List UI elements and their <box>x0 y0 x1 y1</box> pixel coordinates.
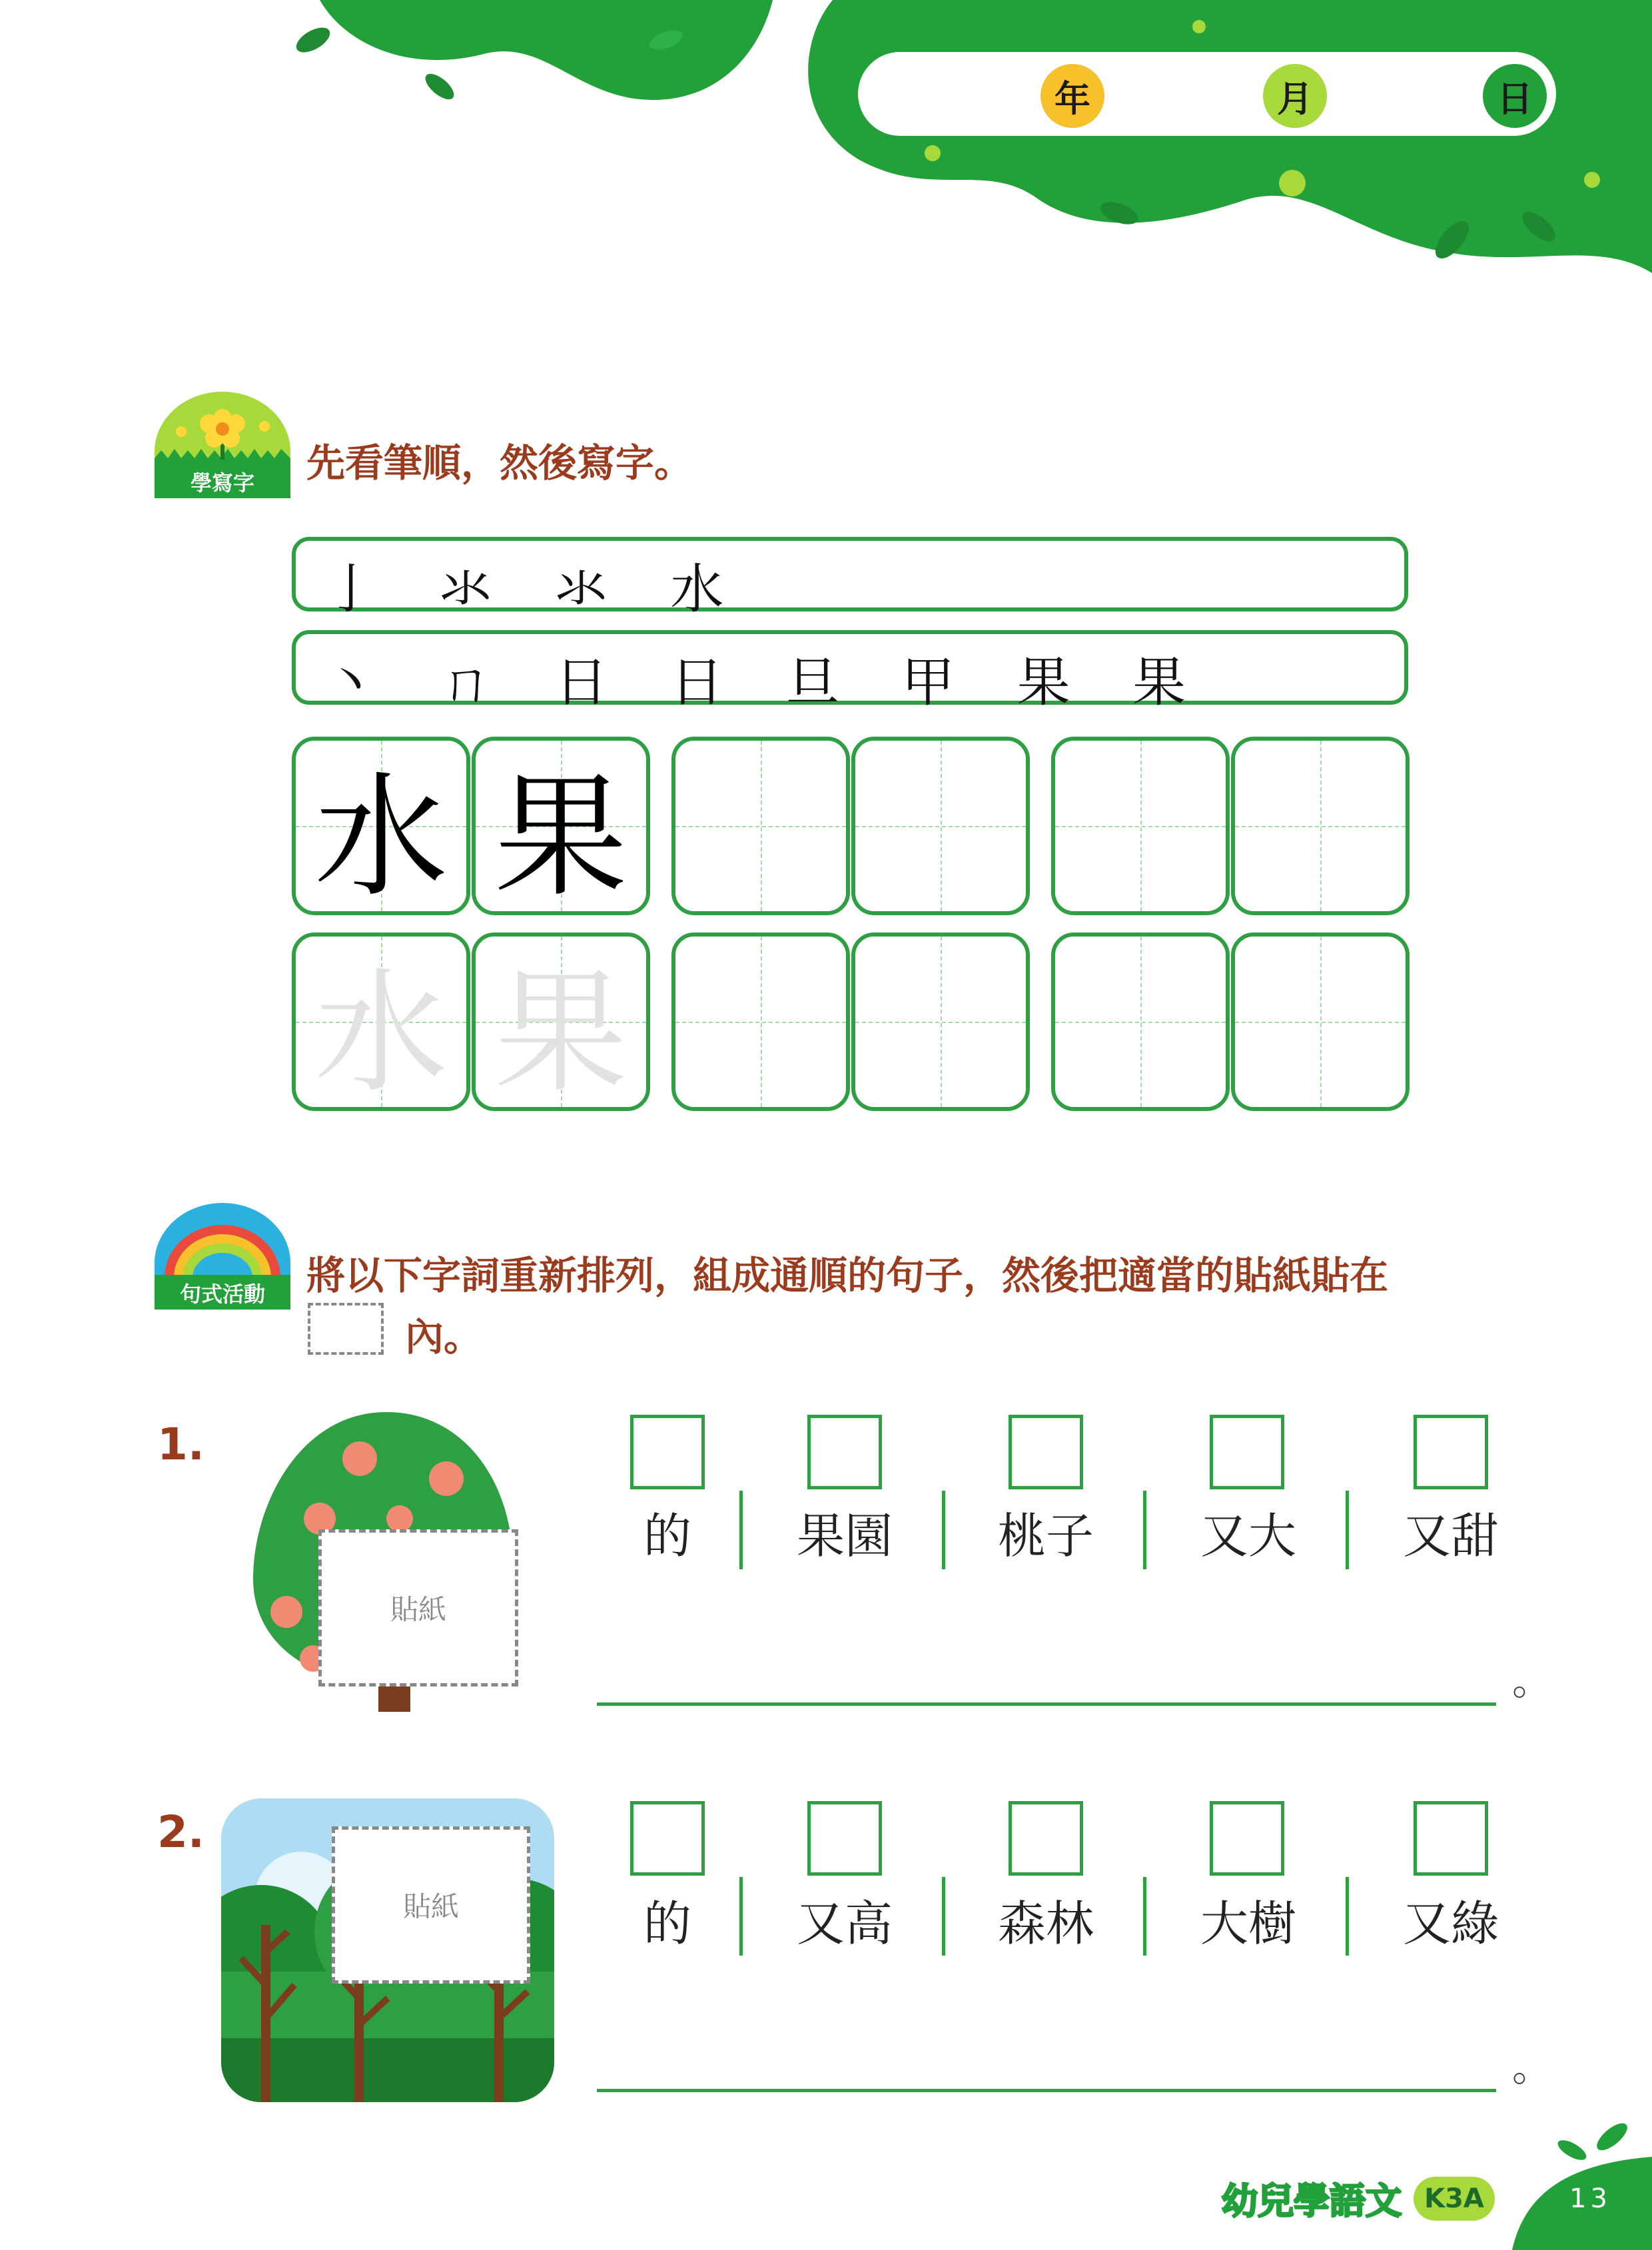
sentence-end-mark: 。 <box>1512 1658 1552 1704</box>
leaf-decoration-top-right <box>786 0 1652 280</box>
writing-cell[interactable] <box>851 737 1030 915</box>
word-separator <box>739 1491 743 1569</box>
date-bar <box>858 52 1556 136</box>
writing-cell[interactable] <box>1231 737 1410 915</box>
book-title-logo: 幼兒學語文 <box>1222 2180 1402 2222</box>
writing-cell[interactable] <box>671 737 850 915</box>
answer-line[interactable] <box>597 2089 1496 2092</box>
writing-cell[interactable] <box>851 933 1030 1111</box>
word-order-box[interactable] <box>630 1415 705 1489</box>
word-separator <box>1143 1877 1146 1956</box>
sticker-slot[interactable]: 貼紙 <box>318 1529 518 1687</box>
word-order-box[interactable] <box>1009 1415 1083 1489</box>
word-order-box[interactable] <box>1414 1415 1488 1489</box>
writing-cell[interactable] <box>1231 933 1410 1111</box>
word-card: 又高 <box>796 1896 893 1952</box>
stroke-order-row-shui: 亅 氺 氺 水 <box>292 537 1408 611</box>
writing-cell[interactable] <box>1051 933 1230 1111</box>
word-separator <box>739 1877 743 1956</box>
word-order-box[interactable] <box>1414 1801 1488 1876</box>
sentence-instruction-line2: 內。 <box>405 1314 483 1359</box>
word-separator <box>1143 1491 1146 1569</box>
word-order-box[interactable] <box>1210 1415 1284 1489</box>
word-card: 的 <box>643 1896 691 1952</box>
word-order-box[interactable] <box>630 1801 705 1876</box>
word-separator <box>942 1491 945 1569</box>
writing-cell[interactable] <box>1051 737 1230 915</box>
sentence-instruction-line1: 將以下字詞重新排列，組成通順的句子，然後把適當的貼紙貼在 <box>306 1253 1389 1298</box>
word-card: 又綠 <box>1402 1896 1499 1952</box>
date-year-label: 年 <box>1040 64 1104 128</box>
level-badge: K3A <box>1414 2177 1495 2221</box>
stroke-order-row-guo: 丶 ㄇ 日 日 旦 甲 果 果 <box>292 630 1408 705</box>
sentence-end-mark: 。 <box>1512 2044 1552 2091</box>
trace-character-cell[interactable]: 果 <box>472 933 650 1111</box>
word-separator <box>1346 1877 1349 1956</box>
answer-line[interactable] <box>597 1702 1496 1706</box>
model-character-cell: 果 <box>472 737 650 915</box>
leaf-decoration-top-left <box>266 0 773 120</box>
word-card: 大樹 <box>1200 1896 1296 1952</box>
model-character-cell: 水 <box>292 737 470 915</box>
writing-instruction: 先看筆順，然後寫字。 <box>306 440 693 486</box>
date-month-label: 月 <box>1263 64 1327 128</box>
page-number: 13 <box>1569 2183 1611 2214</box>
sticker-slot[interactable]: 貼紙 <box>332 1826 530 1984</box>
word-order-box[interactable] <box>807 1415 882 1489</box>
word-card: 又甜 <box>1402 1508 1499 1564</box>
section-badge-label-writing: 學寫字 <box>190 470 254 496</box>
trace-character-cell[interactable]: 水 <box>292 933 470 1111</box>
word-order-box[interactable] <box>807 1801 882 1876</box>
word-card: 果園 <box>796 1508 893 1564</box>
word-card: 桃子 <box>997 1508 1094 1564</box>
word-separator <box>1346 1491 1349 1569</box>
question-number: 2. <box>157 1806 205 1858</box>
date-day-label: 日 <box>1483 64 1547 128</box>
question-number: 1. <box>157 1419 205 1470</box>
writing-cell[interactable] <box>671 933 850 1111</box>
word-order-box[interactable] <box>1210 1801 1284 1876</box>
leaf-decoration-bottom-right <box>1512 2110 1652 2250</box>
word-card: 又大 <box>1200 1508 1296 1564</box>
word-card: 森林 <box>997 1896 1094 1952</box>
word-card: 的 <box>643 1508 691 1564</box>
sticker-placeholder-icon <box>308 1303 384 1355</box>
section-badge-label-sentence: 句式活動 <box>179 1282 265 1307</box>
word-order-box[interactable] <box>1009 1801 1083 1876</box>
word-separator <box>942 1877 945 1956</box>
